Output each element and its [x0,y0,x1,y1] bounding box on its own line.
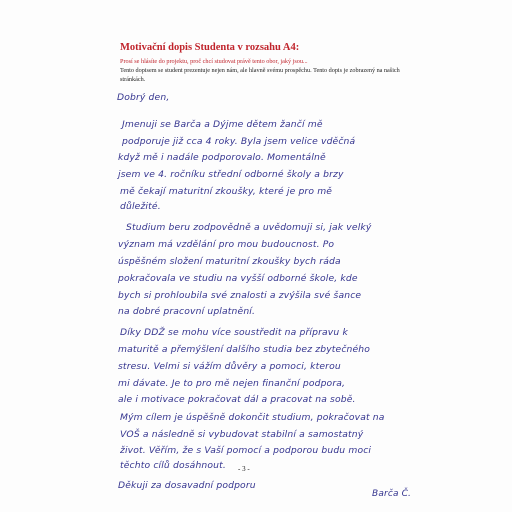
instruction-red: Prosí se hlásíte do projektu, proč chcí studovat právě tento obor, jaký jsou... [120,58,308,65]
handwritten-line: mi dávate. Je to pro mě nejen finanční podpora, [118,378,346,389]
letter-heading: Motivační dopis Studenta v rozsahu A4: [120,42,300,53]
handwritten-line: ale i motivace pokračovat dál a pracovat na sobě. [118,394,356,405]
handwritten-line: stresu. Velmi si vážím důvěry a pomoci, kterou [118,361,341,372]
handwritten-line: VOŠ a následně si vybudovat stabilní a samostatný [120,429,364,440]
handwritten-line: bych si prohloubila své znalosti a zvýšila své šance [118,290,362,301]
handwritten-line: těchto cílů dosáhnout. [120,460,226,471]
handwritten-line: důležité. [120,201,161,212]
handwritten-line: mě čekají maturitní zkoušky, které je pro mě [120,186,333,197]
closing-line: Děkuji za dosavadní podporu [118,480,256,491]
handwritten-line: Studium beru zodpovědně a uvědomuji si, jak velký [126,222,372,233]
handwritten-line: význam má vzdělání pro mou budoucnost. Po [118,239,335,250]
handwritten-line: Jmenuji se Barča a Dýjme dětem žančí mě [122,119,323,130]
handwritten-line: jsem ve 4. ročníku střední odborné školy a brzy [118,169,344,180]
handwritten-line: maturitě a přemýšlení dalšího studia bez zbytečného [118,344,371,355]
greeting: Dobrý den, [117,92,170,103]
handwritten-line: na dobré pracovní uplatnění. [118,306,256,317]
handwritten-line: Díky DDŽ se mohu více soustředit na přípravu k [120,327,348,338]
handwritten-line: Mým cílem je úspěšně dokončit studium, pokračovat na [120,412,385,423]
instruction-black: Tento dopisem se student prezentuje nejen nám, ale hlavně svému prospěchu. Tento dopis je zobrazený na našich stránkách. [120,67,400,83]
handwritten-line: pokračovala ve studiu na vyšší odborné škole, kde [118,273,358,284]
handwritten-line: život. Věřím, že s Vaší pomocí a podporou budu moci [120,445,372,456]
handwritten-line: úspěšném složení maturitní zkoušky bych ráda [118,256,341,267]
handwritten-line: podporuje již cca 4 roky. Byla jsem velice vděčná [122,136,356,147]
handwritten-line: když mě i nadále podporovalo. Momentálně [118,152,326,163]
page-number: - 3 - [238,465,250,473]
signature: Barča Č. [372,489,412,499]
